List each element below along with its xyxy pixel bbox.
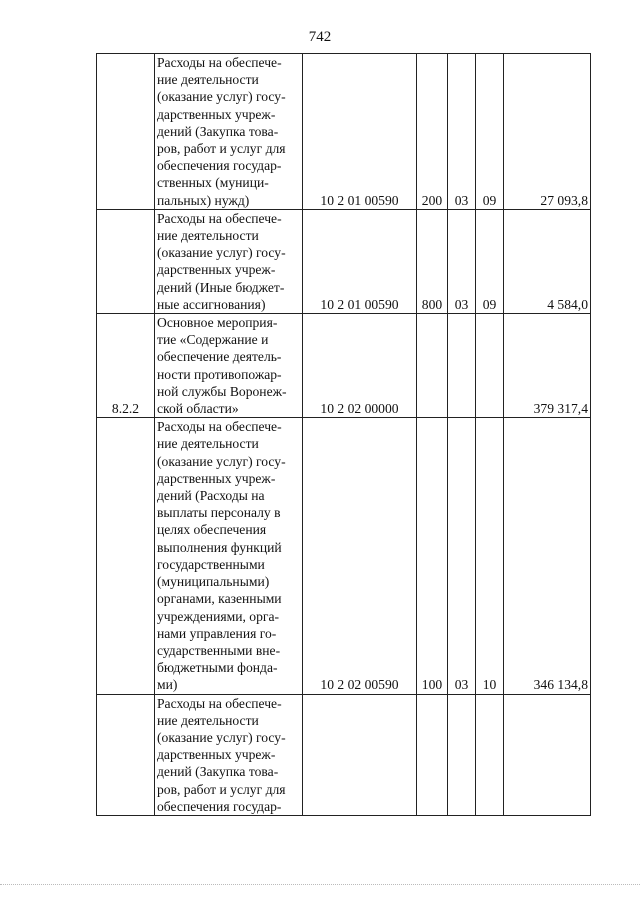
row-name-line: Расходы на обеспече- [157,419,282,435]
row-name-line: ние деятельности [157,228,259,244]
row-name-line: Основное мероприя- [157,315,278,331]
scan-artifact-line [0,884,640,885]
amount-cell [504,694,591,815]
row-name-line: обеспечения государ- [157,798,282,814]
row-name-line: ные ассигнования) [157,296,266,312]
row-name-line: ми) [157,677,178,693]
subsection-cell [476,694,504,815]
budget-table [96,53,591,816]
row-name-line: Расходы на обеспече- [157,695,282,711]
subsection-cell [476,314,504,418]
row-name-line: ственных (муници- [157,175,269,191]
expense-type-cell [417,694,448,815]
row-name-line: ние деятельности [157,436,259,452]
expense-type-cell: 200 [417,54,448,210]
section-cell [448,314,476,418]
table-row [97,418,591,694]
row-name-line: ской области» [157,401,239,417]
row-name-line: сударственными вне- [157,642,281,658]
row-name-line: обеспечения государ- [157,158,282,174]
row-name-line: дений (Закупка това- [157,764,279,780]
row-number-cell [97,694,155,815]
row-name-line: органами, казенными [157,591,282,607]
row-number-cell [97,209,155,313]
row-name-line: дарственных учреж- [157,747,276,763]
row-name-cell [155,314,303,418]
row-name-line: (оказание услуг) госу- [157,729,286,745]
page-number: 742 [308,29,332,45]
target-article-cell: 10 2 01 00590 [303,54,417,210]
table-row [97,314,591,418]
row-name-line: ние деятельности [157,712,259,728]
row-name-cell [155,209,303,313]
section-cell: 03 [448,418,476,694]
row-name-line: нами управления го- [157,625,277,641]
row-name-cell [155,418,303,694]
row-name-line: дений (Закупка това- [157,123,279,139]
row-name-line: Расходы на обеспече- [157,55,282,70]
subsection-cell: 09 [476,54,504,210]
row-name-line: дарственных учреж- [157,262,276,278]
section-cell [448,694,476,815]
row-name-line: дарственных учреж- [157,470,276,486]
row-name-line: учреждениями, орга- [157,608,280,624]
target-article-cell: 10 2 01 00590 [303,209,417,313]
row-name-line: ной службы Воронеж- [157,383,287,399]
row-name-cell [155,54,303,210]
expense-type-cell: 800 [417,209,448,313]
row-name-line: дарственных учреж- [157,106,276,122]
table-row [97,694,591,815]
row-name-line: (оказание услуг) госу- [157,89,286,105]
row-name-line: бюджетными фонда- [157,660,278,676]
expense-type-cell: 100 [417,418,448,694]
row-number-cell [97,54,155,210]
row-name-line: тие «Содержание и [157,332,269,348]
target-article-cell: 10 2 02 00000 [303,314,417,418]
row-name-line: выплаты персоналу в [157,505,281,521]
subsection-cell: 09 [476,209,504,313]
row-name-line: (оказание услуг) госу- [157,453,286,469]
table-body [97,54,591,816]
row-name-line: Расходы на обеспече- [157,210,282,226]
target-article-cell [303,694,417,815]
row-name-cell [155,694,303,815]
amount-cell: 379 317,4 [504,314,591,418]
section-cell: 03 [448,54,476,210]
target-article-cell: 10 2 02 00590 [303,418,417,694]
row-name-line: пальных) нужд) [157,192,250,208]
row-name-line: ние деятельности [157,72,259,88]
subsection-cell: 10 [476,418,504,694]
row-number-cell: 8.2.2 [97,314,155,418]
row-name-line: дений (Расходы на [157,488,265,504]
row-name-line: ров, работ и услуг для [157,141,286,157]
row-name-line: государственными [157,556,265,572]
amount-cell: 346 134,8 [504,418,591,694]
amount-cell: 4 584,0 [504,209,591,313]
table-row [97,54,591,210]
row-name-line: обеспечение деятель- [157,349,282,365]
expense-type-cell [417,314,448,418]
row-name-line: ности противопожар- [157,366,282,382]
row-name-line: целях обеспечения [157,522,267,538]
section-cell: 03 [448,209,476,313]
row-number-cell [97,418,155,694]
table-row [97,209,591,313]
row-name-line: ров, работ и услуг для [157,781,286,797]
row-name-line: (муниципальными) [157,574,270,590]
row-name-line: выполнения функций [157,539,282,555]
row-name-line: (оказание услуг) госу- [157,245,286,261]
row-name-line: дений (Иные бюджет- [157,279,285,295]
amount-cell: 27 093,8 [504,54,591,210]
